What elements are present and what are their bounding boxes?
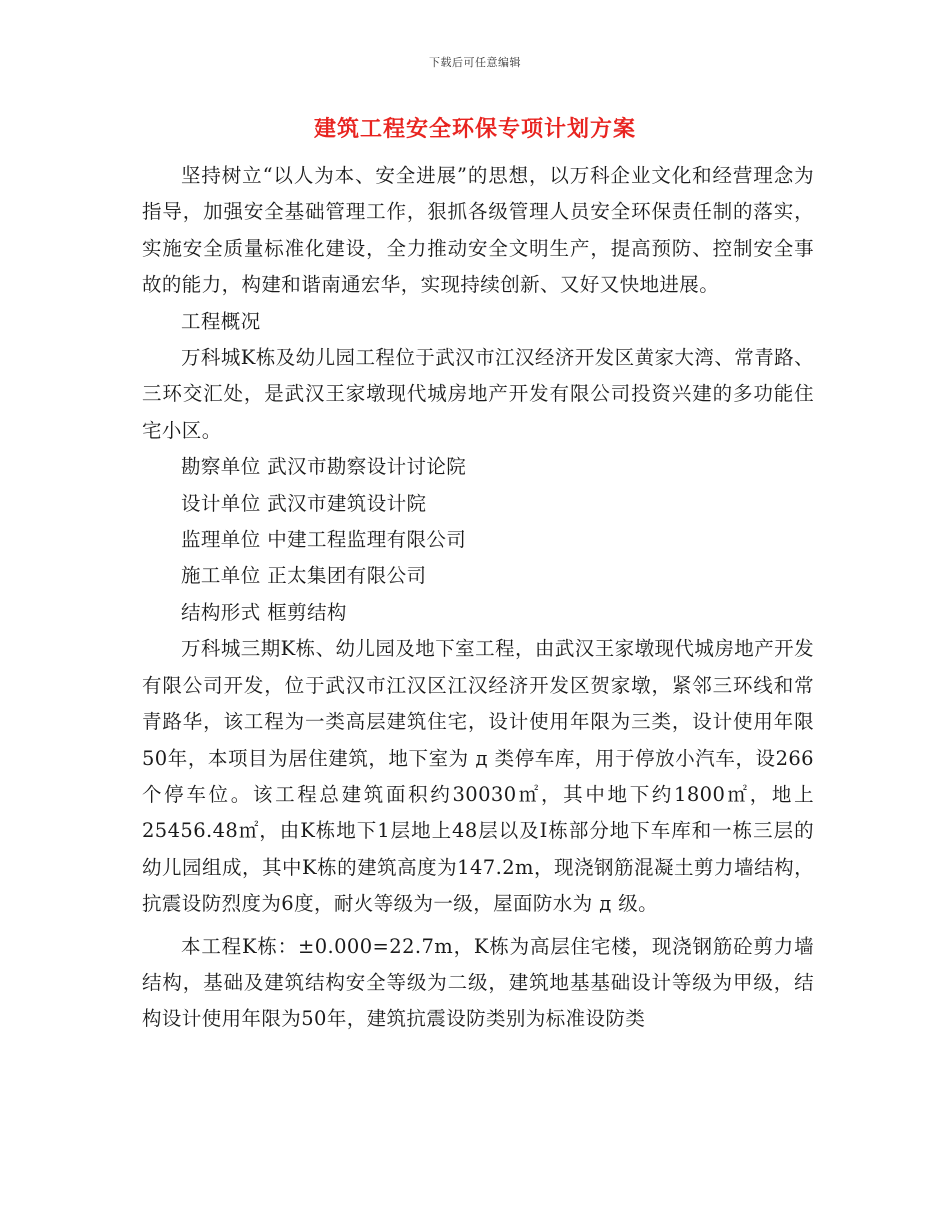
document-title: 建筑工程安全环保专项计划方案 xyxy=(313,116,636,142)
paragraph-structure-form: 结构形式 框剪结构 xyxy=(181,600,347,624)
paragraph-project-details: 万科城三期K栋、幼儿园及地下室工程，由武汉王家墩现代城房地产开发有限公司开发，位于武汉市江汉区江汉经济开发区贺家墩，紧邻三环线和常青路华，该工程为一类高层建筑住宅，设计使用年限为三类，设计使用年限50年，本项目为居住建筑，地下室为 д 类停车库，用于停放小汽车，设266个停车位。该工程总建筑面积约30030㎡，其中地下约1800㎡，地上25456.48㎡，由K栋地下1层地上48层以及I栋部分地下车库和一栋三层的幼儿园组成，其中K栋的建筑高度为147.2m，现浇钢筋混凝土剪力墙结构，抗震设防烈度为6度，耐火等级为一级，屋面防水为 д 级。 xyxy=(142,637,814,916)
paragraph-supervision-unit: 监理单位 中建工程监理有限公司 xyxy=(181,528,467,552)
paragraph-project-location: 万科城K栋及幼儿园工程位于武汉市江汉经济开发区黄家大湾、常青路、三环交汇处，是武汉王家墩现代城房地产开发有限公司投资兴建的多功能住宅小区。 xyxy=(142,346,814,442)
paragraph-intro: 坚持树立“以人为本、安全进展”的思想，以万科企业文化和经营理念为指导，加强安全基础管理工作，狠抓各级管理人员安全环保责任制的落实，实施安全质量标准化建设，全力推动安全文明生产，提高预防、控制安全事故的能力，构建和谐南通宏华，实现持续创新、又好又快地进展。 xyxy=(142,164,814,297)
page-header-note: 下载后可任意编辑 xyxy=(429,56,521,69)
paragraph-construction-unit: 施工单位 正太集团有限公司 xyxy=(181,564,427,588)
paragraph-design-unit: 设计单位 武汉市建筑设计院 xyxy=(181,491,427,515)
paragraph-survey-unit: 勘察单位 武汉市勘察设计讨论院 xyxy=(181,455,467,479)
paragraph-k-building: 本工程K栋：±0.000=22.7m，K栋为高层住宅楼，现浇钢筋砼剪力墙结构，基础及建筑结构安全等级为二级，建筑地基基础设计等级为甲级，结构设计使用年限为50年，建筑抗震设防类别为标准设防类 xyxy=(142,934,814,1031)
paragraph-section-heading: 工程概况 xyxy=(181,309,261,333)
document-body xyxy=(142,158,814,1038)
